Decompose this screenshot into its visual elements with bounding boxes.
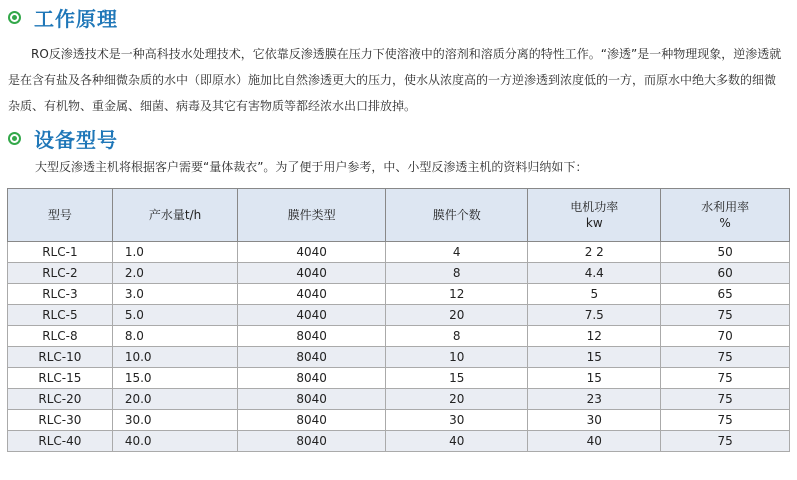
- cell-power: 30: [528, 410, 661, 431]
- cell-recovery: 75: [661, 347, 790, 368]
- header-model: 型号: [8, 189, 113, 242]
- cell-membrane-count: 10: [386, 347, 528, 368]
- cell-recovery: 70: [661, 326, 790, 347]
- cell-membrane-count: 30: [386, 410, 528, 431]
- cell-recovery: 75: [661, 305, 790, 326]
- cell-flow: 2.0: [112, 263, 238, 284]
- table-row: [8, 389, 790, 410]
- cell-model: RLC-30: [8, 410, 113, 431]
- table-row: [8, 326, 790, 347]
- cell-membrane-type: 4040: [238, 284, 386, 305]
- cell-membrane-count: 20: [386, 389, 528, 410]
- header-power: [528, 189, 661, 242]
- cell-power: 23: [528, 389, 661, 410]
- header-recovery-unit: %: [719, 216, 731, 230]
- header-power-unit: kw: [585, 216, 603, 230]
- header-membrane-count: 膜件个数: [386, 189, 528, 242]
- table-row: [8, 284, 790, 305]
- cell-model: RLC-3: [8, 284, 113, 305]
- cell-membrane-type: 8040: [238, 347, 386, 368]
- principle-paragraph: RO反渗透技术是一种高科技水处理技术，它依靠反渗透膜在压力下使溶液中的溶剂和溶质分离的特性工作。“渗透”是一种物理现象，逆渗透就是在含有盐及各种细微杂质的水中（即原水）施加比自然渗透更大的压力，使水从浓度高的一方逆渗透到浓度低的一方，而原水中绝大多数的细微杂质、有机物、重金属、细菌、病毒及其它有害物质等都经浓水出口排放掉。: [8, 47, 782, 113]
- cell-model: RLC-15: [8, 368, 113, 389]
- cell-recovery: 75: [661, 431, 790, 452]
- cell-membrane-count: 20: [386, 305, 528, 326]
- cell-flow: 15.0: [112, 368, 238, 389]
- cell-power: 4.4: [528, 263, 661, 284]
- cell-membrane-type: 8040: [238, 368, 386, 389]
- bullet-circle-icon: [8, 132, 21, 145]
- cell-membrane-type: 4040: [238, 305, 386, 326]
- cell-power: 40: [528, 431, 661, 452]
- table-row: [8, 263, 790, 284]
- cell-flow: 1.0: [112, 242, 238, 263]
- cell-power: 5: [528, 284, 661, 305]
- header-flow: 产水量t/h: [112, 189, 238, 242]
- cell-recovery: 65: [661, 284, 790, 305]
- header-membrane-type: 膜件类型: [238, 189, 386, 242]
- cell-flow: 3.0: [112, 284, 238, 305]
- cell-flow: 5.0: [112, 305, 238, 326]
- cell-membrane-type: 8040: [238, 410, 386, 431]
- cell-membrane-type: 8040: [238, 326, 386, 347]
- cell-power: 7.5: [528, 305, 661, 326]
- model-spec-table: [7, 188, 790, 452]
- cell-model: RLC-2: [8, 263, 113, 284]
- table-row: [8, 242, 790, 263]
- table-row: [8, 410, 790, 431]
- cell-membrane-type: 4040: [238, 263, 386, 284]
- section-header-principle: [8, 3, 118, 32]
- header-recovery-label: 水利用率: [701, 200, 750, 214]
- cell-model: RLC-5: [8, 305, 113, 326]
- table-row: [8, 368, 790, 389]
- cell-recovery: 75: [661, 368, 790, 389]
- section-header-models: [8, 124, 118, 153]
- cell-recovery: 60: [661, 263, 790, 284]
- cell-model: RLC-10: [8, 347, 113, 368]
- cell-model: RLC-8: [8, 326, 113, 347]
- cell-recovery: 75: [661, 389, 790, 410]
- table-header-row: [8, 189, 790, 242]
- cell-power: 2 2: [528, 242, 661, 263]
- cell-flow: 10.0: [112, 347, 238, 368]
- cell-flow: 20.0: [112, 389, 238, 410]
- cell-membrane-count: 8: [386, 263, 528, 284]
- cell-flow: 8.0: [112, 326, 238, 347]
- cell-membrane-count: 15: [386, 368, 528, 389]
- cell-power: 15: [528, 368, 661, 389]
- cell-recovery: 75: [661, 410, 790, 431]
- bullet-circle-icon: [8, 11, 21, 24]
- table-row: [8, 347, 790, 368]
- section-title: 设备型号: [34, 128, 118, 152]
- cell-flow: 30.0: [112, 410, 238, 431]
- cell-membrane-count: 8: [386, 326, 528, 347]
- cell-recovery: 50: [661, 242, 790, 263]
- cell-flow: 40.0: [112, 431, 238, 452]
- cell-model: RLC-40: [8, 431, 113, 452]
- cell-model: RLC-20: [8, 389, 113, 410]
- cell-membrane-count: 40: [386, 431, 528, 452]
- cell-membrane-type: 8040: [238, 389, 386, 410]
- cell-membrane-count: 4: [386, 242, 528, 263]
- header-power-label: 电机功率: [570, 200, 619, 214]
- section-title: 工作原理: [34, 7, 118, 31]
- cell-power: 15: [528, 347, 661, 368]
- cell-model: RLC-1: [8, 242, 113, 263]
- header-recovery: [661, 189, 790, 242]
- table-row: [8, 305, 790, 326]
- models-intro: 大型反渗透主机将根据客户需要“量体裁衣”。为了便于用户参考，中、小型反渗透主机的资料归纳如下：: [35, 160, 588, 174]
- table-row: [8, 431, 790, 452]
- cell-power: 12: [528, 326, 661, 347]
- cell-membrane-type: 8040: [238, 431, 386, 452]
- cell-membrane-type: 4040: [238, 242, 386, 263]
- cell-membrane-count: 12: [386, 284, 528, 305]
